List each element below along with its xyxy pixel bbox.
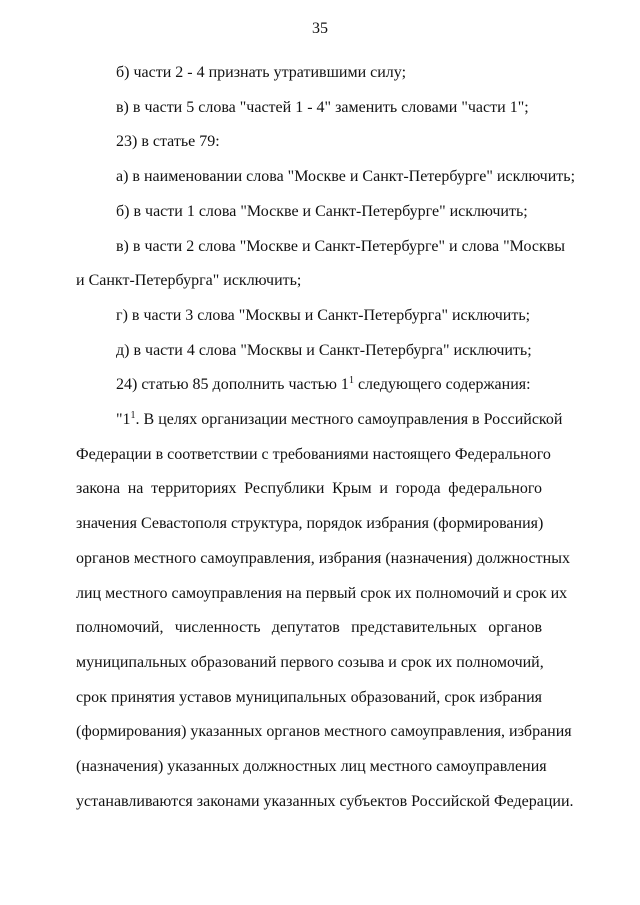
quote-line-12: устанавливаются законами указанных субъектов Российской Федерации. [76, 792, 574, 810]
quote-line-11: (назначения) указанных должностных лиц местного самоуправления [76, 758, 547, 776]
quote-line-6: лиц местного самоуправления на первый срок их полномочий и срок их [76, 584, 568, 602]
list-item-d-part-4: д) в части 4 слова "Москвы и Санкт-Петербурга" исключить; [116, 341, 532, 359]
quoted-paragraph [76, 403, 574, 819]
list-item-23-article-79: 23) в статье 79: [116, 133, 220, 151]
list-item-24-article-85 [76, 368, 542, 403]
quote-line-8: муниципальных образований первого созыва и срок их полномочий, [76, 653, 544, 671]
quote-line-9: срок принятия уставов муниципальных образований, срок избрания [76, 688, 542, 706]
quote-line-7: полномочий, численность депутатов представительных органов [76, 619, 542, 637]
quote-line-3: закона на территориях Республики Крым и города федерального [76, 480, 542, 498]
quote-superscript: 1 [130, 410, 136, 422]
item-24-tail: следующего содержания: [353, 376, 531, 394]
list-item-g-part-3: г) в части 3 слова "Москвы и Санкт-Петербурга" исключить; [116, 306, 531, 324]
list-item-b-part-1: б) в части 1 слова "Москве и Санкт-Петербурге" исключить; [116, 202, 528, 220]
item-24-superscript: 1 [348, 375, 354, 387]
quote-line-2: Федерации в соответствии с требованиями настоящего Федерального [76, 445, 551, 463]
quote-line-10: (формирования) указанных органов местного самоуправления, избрания [76, 723, 572, 741]
list-item-v-part-5: в) в части 5 слова "частей 1 - 4" заменить словами "части 1"; [116, 98, 529, 116]
list-item-v-part-2-line-2: и Санкт-Петербурга" исключить; [76, 272, 302, 290]
list-item-b-parts-2-4: б) части 2 - 4 признать утратившими силу; [116, 64, 407, 81]
list-item-v-part-2 [76, 230, 566, 299]
quote-line-1-text: . В целях организации местного самоуправления в Российской [135, 411, 563, 429]
list-item-v-part-2-line-1: в) в части 2 слова "Москве и Санкт-Петербурге" и слова "Москвы [116, 237, 566, 255]
quote-open: "1 [116, 411, 131, 429]
list-item-a-title: а) в наименовании слова "Москве и Санкт-Петербурге" исключить; [116, 168, 576, 186]
quote-line-4: значения Севастополя структура, порядок избрания (формирования) [76, 515, 544, 533]
item-24-text: 24) статью 85 дополнить частью 1 [116, 376, 349, 394]
quote-line-5: органов местного самоуправления, избрания (назначения) должностных [76, 549, 570, 567]
quote-line-1 [76, 403, 563, 438]
document-body [76, 56, 576, 819]
page-number: 35 [312, 20, 328, 37]
